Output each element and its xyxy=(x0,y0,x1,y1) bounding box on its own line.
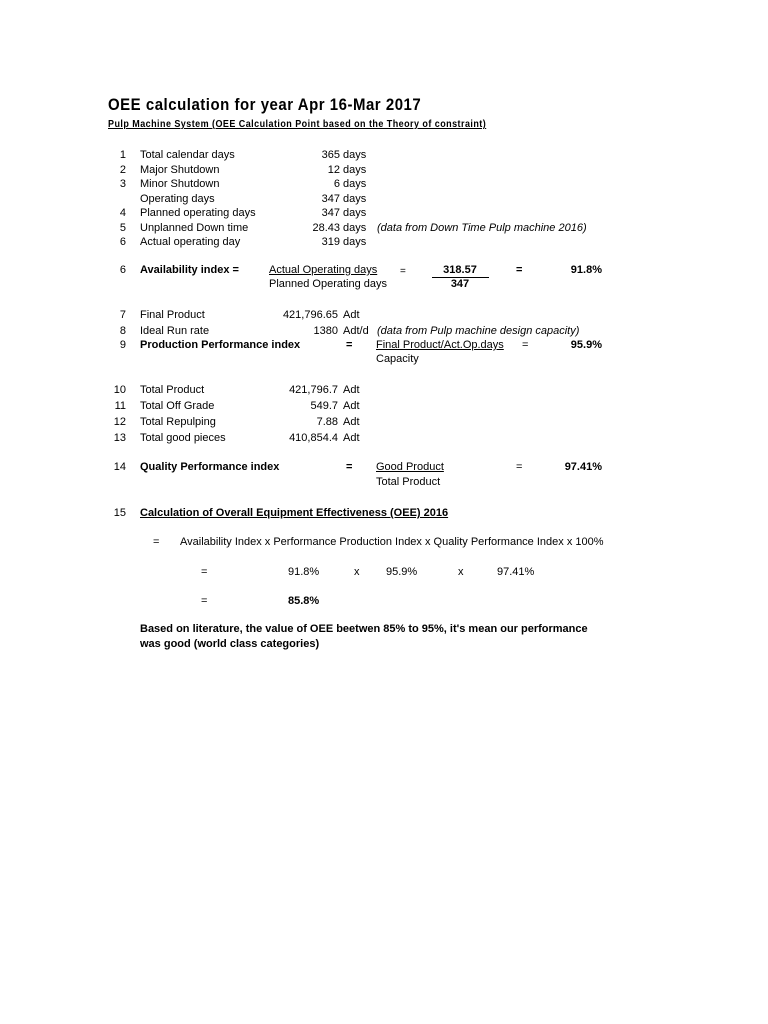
quality-numerator-text: Good Product xyxy=(376,461,444,473)
row-value: 12 xyxy=(327,164,340,176)
quality-index-label: Quality Performance index xyxy=(140,461,280,473)
row-value: 319 xyxy=(321,236,340,248)
oee-result: 85.8% xyxy=(288,595,320,607)
row-value: 28.43 xyxy=(312,222,340,234)
production-numerator-text: Final Product/Act.Op.days xyxy=(376,339,504,351)
row-label: Minor Shutdown xyxy=(140,178,220,190)
row-unit: days xyxy=(343,207,367,219)
equals-sign: = xyxy=(201,595,208,607)
row-label: Total Product xyxy=(140,384,205,396)
production-denominator-text: Capacity xyxy=(376,353,419,365)
row-number: 12 xyxy=(113,416,126,428)
row-value: 7.88 xyxy=(316,416,338,428)
availability-numerator-value: 318.57 xyxy=(443,264,477,276)
oee-factor-quality: 97.41% xyxy=(497,566,535,578)
availability-result: 91.8% xyxy=(570,264,602,276)
row-number: 2 xyxy=(119,164,126,176)
row-number: 8 xyxy=(119,325,126,337)
quality-index-result: 97.41% xyxy=(564,461,602,473)
equals-sign: = xyxy=(346,461,353,473)
row-number: 5 xyxy=(119,222,126,234)
availability-denominator-text: Planned Operating days xyxy=(269,278,388,290)
row-value: 347 xyxy=(321,207,340,219)
quality-denominator-text: Total Product xyxy=(376,476,441,488)
row-label: Operating days xyxy=(140,193,215,205)
row-value: 6 xyxy=(333,178,340,190)
row-number: 13 xyxy=(113,432,126,444)
row-label: Total Repulping xyxy=(140,416,216,428)
row-value: 549.7 xyxy=(310,400,338,412)
row-unit: Adt xyxy=(343,309,360,321)
equals-sign: = xyxy=(201,566,208,578)
production-index-label: Production Performance index xyxy=(140,339,301,351)
row-unit: days xyxy=(343,193,367,205)
equals-sign: = xyxy=(400,266,406,277)
row-number: 6 xyxy=(119,236,126,248)
production-index-result: 95.9% xyxy=(570,339,602,351)
availability-numerator-text: Actual Operating days xyxy=(269,264,378,276)
document-subtitle: Pulp Machine System (OEE Calculation Point based on the Theory of constraint) xyxy=(108,119,487,130)
multiply-sign: x xyxy=(458,566,464,578)
row-number: 3 xyxy=(119,178,126,190)
oee-conclusion-line-2: was good (world class categories) xyxy=(140,638,320,650)
row-note: (data from Down Time Pulp machine 2016) xyxy=(377,222,587,234)
row-value: 347 xyxy=(321,193,340,205)
row-number: 4 xyxy=(119,207,126,219)
row-number: 10 xyxy=(113,384,126,396)
document-title: OEE calculation for year Apr 16-Mar 2017 xyxy=(108,95,422,114)
row-note: (data from Pulp machine design capacity) xyxy=(377,325,580,337)
row-label: Actual operating day xyxy=(140,236,241,248)
row-unit: Adt/d xyxy=(343,325,369,337)
row-label: Major Shutdown xyxy=(140,164,220,176)
row-label: Planned operating days xyxy=(140,207,256,219)
row-value: 410,854.4 xyxy=(289,432,338,444)
availability-denominator-value: 347 xyxy=(450,278,470,290)
availability-label: Availability index = xyxy=(140,264,239,276)
row-label: Total Off Grade xyxy=(140,400,215,412)
row-number: 7 xyxy=(119,309,126,321)
row-unit: days xyxy=(343,236,367,248)
row-value: 1380 xyxy=(313,325,338,337)
row-number: 14 xyxy=(113,461,126,473)
row-unit: days xyxy=(343,178,367,190)
row-number: 15 xyxy=(113,507,126,519)
row-label: Total good pieces xyxy=(140,432,226,444)
row-value: 421,796.7 xyxy=(289,384,338,396)
oee-factor-availability: 91.8% xyxy=(288,566,320,578)
oee-factor-performance: 95.9% xyxy=(386,566,418,578)
row-unit: Adt xyxy=(343,400,360,412)
equals-sign: = xyxy=(516,461,523,473)
row-label: Unplanned Down time xyxy=(140,222,249,234)
row-number: 6 xyxy=(119,264,126,276)
row-label: Final Product xyxy=(140,309,205,321)
row-number: 9 xyxy=(119,339,126,351)
row-value: 365 xyxy=(321,149,340,161)
row-label: Ideal Run rate xyxy=(140,325,210,337)
row-number: 1 xyxy=(119,149,126,161)
row-unit: days xyxy=(343,222,367,234)
row-unit: days xyxy=(343,164,367,176)
oee-conclusion-line-1: Based on literature, the value of OEE beetwen 85% to 95%, it's mean our performance xyxy=(140,623,588,635)
row-value: 421,796.65 xyxy=(282,309,338,321)
row-unit: Adt xyxy=(343,384,360,396)
equals-sign: = xyxy=(346,339,353,351)
row-unit: Adt xyxy=(343,432,360,444)
row-unit: days xyxy=(343,149,367,161)
row-unit: Adt xyxy=(343,416,360,428)
row-label: Total calendar days xyxy=(140,149,235,161)
row-number: 11 xyxy=(114,400,126,412)
equals-sign: = xyxy=(522,339,529,351)
multiply-sign: x xyxy=(354,566,360,578)
oee-formula: Availability Index x Performance Production Index x Quality Performance Index x 100% xyxy=(180,536,604,548)
oee-heading: Calculation of Overall Equipment Effectiveness (OEE) 2016 xyxy=(140,507,449,519)
equals-sign: = xyxy=(153,536,160,548)
equals-sign: = xyxy=(516,264,523,276)
